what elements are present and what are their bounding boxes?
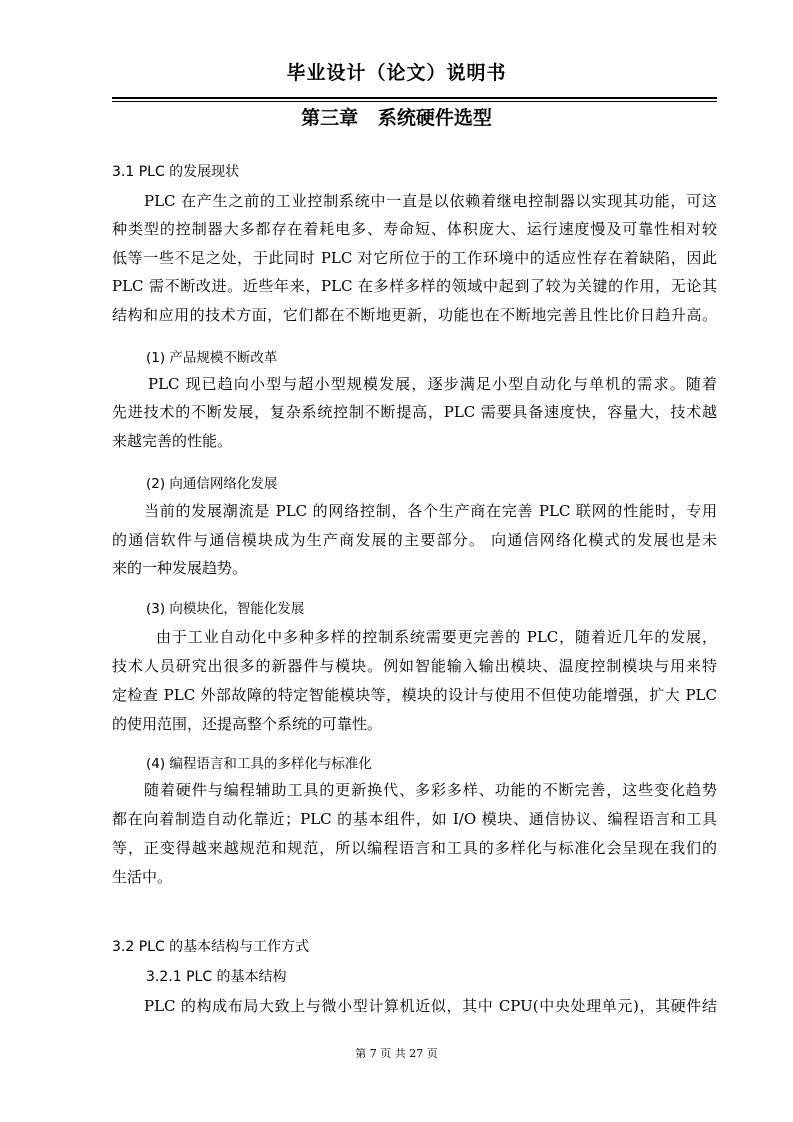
paragraph-line: 的使用范围，还提高整个系统的可靠性。 — [112, 715, 383, 733]
paragraph-line: 随着硬件与编程辅助工具的更新换代、多彩多样、功能的不断完善，这些变化趋势 — [144, 781, 717, 799]
paragraph-line: 来的一种发展趋势。 — [112, 559, 248, 577]
paragraph-line: 生活中。 — [112, 868, 173, 886]
paragraph-line: 由于工业自动化中多种多样的控制系统需要更完善的 PLC，随着近几年的发展， — [156, 628, 717, 646]
paragraph-line: PLC 现已趋向小型与超小型规模发展，逐步满足小型自动化与单机的需求。随着 — [148, 375, 717, 393]
list-item-title: (1) 产品规模不断改革 — [146, 350, 278, 366]
paragraph-line: 低等一些不足之处，于此同时 PLC 对它所位于的工作环境中的适应性存在着缺陷，因此 — [112, 249, 717, 267]
paragraph-line: PLC 在产生之前的工业控制系统中一直是以依赖着继电控制器以实现其功能，可这 — [144, 192, 717, 210]
paragraph-line: 的通信软件与通信模块成为生产商发展的主要部分。 向通信网络化模式的发展也是未 — [112, 531, 717, 549]
chapter-title: 第三章 系统硬件选型 — [301, 107, 492, 129]
subsection-heading-3-2-1: 3.2.1 PLC 的基本结构 — [146, 969, 287, 985]
paragraph-line: 结构和应用的技术方面，它们都在不断地更新，功能也在不断地完善且性比价日趋升高。 — [112, 306, 717, 324]
header-rule-thin — [112, 101, 717, 102]
section-heading-3-1: 3.1 PLC 的发展现状 — [112, 164, 240, 180]
paragraph-line: PLC 需不断改进。近些年来，PLC 在多样多样的领域中起到了较为关键的作用，无论其 — [112, 277, 717, 295]
paragraph-line: 种类型的控制器大多都存在着耗电多、寿命短、体积庞大、运行速度慢及可靠性相对较 — [112, 220, 717, 238]
document-header-title: 毕业设计（论文）说明书 — [286, 62, 507, 84]
paragraph-line: 等，正变得越来越规范和规范，所以编程语言和工具的多样化与标准化会呈现在我们的 — [112, 839, 717, 857]
list-item-title: (4) 编程语言和工具的多样化与标准化 — [146, 756, 372, 772]
list-item-title: (3) 向模块化，智能化发展 — [146, 601, 305, 617]
list-item-title: (2) 向通信网络化发展 — [146, 476, 278, 492]
paragraph-line: 当前的发展潮流是 PLC 的网络控制，各个生产商在完善 PLC 联网的性能时，专用 — [144, 502, 717, 520]
paragraph-line: 定检查 PLC 外部故障的特定智能模块等，模块的设计与使用不但使功能增强，扩大 PLC — [112, 686, 717, 704]
paragraph-line: 来越完善的性能。 — [112, 432, 233, 450]
page-footer: 第 7 页 共 27 页 — [355, 1047, 438, 1060]
section-heading-3-2: 3.2 PLC 的基本结构与工作方式 — [112, 939, 310, 955]
paragraph-line: PLC 的构成布局大致上与微小型计算机近似，其中 CPU(中央处理单元)，其硬件结 — [144, 997, 717, 1015]
paragraph-line: 先进技术的不断发展，复杂系统控制不断提高，PLC 需要具备速度快，容量大，技术越 — [112, 403, 717, 421]
paragraph-line: 都在向着制造自动化靠近；PLC 的基本组件，如 I/O 模块、通信协议、编程语言和工具 — [112, 810, 717, 828]
paragraph-line: 技术人员研究出很多的新器件与模块。例如智能输入输出模块、温度控制模块与用来特 — [112, 657, 717, 675]
header-rule-thick — [112, 97, 717, 99]
